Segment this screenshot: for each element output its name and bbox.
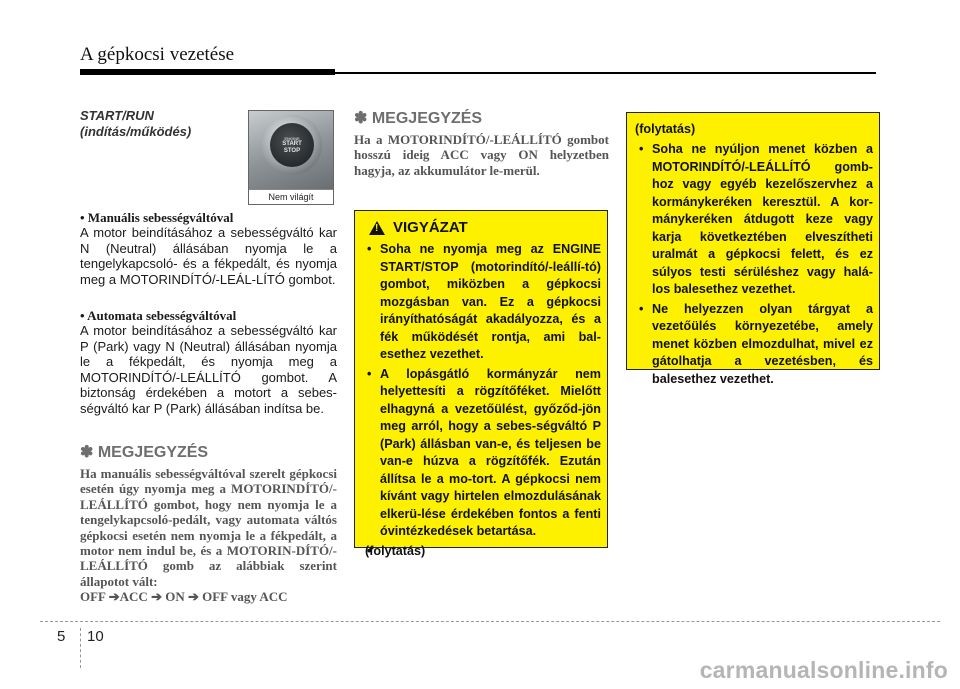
caution-continued: • (folytatás) [365, 543, 601, 561]
button-bezel [262, 115, 322, 175]
button-label-engine: ENGINE [284, 135, 300, 141]
warning-triangle-icon: ! [369, 221, 385, 235]
caution-header [369, 219, 468, 236]
start-run-title: START/RUN [80, 108, 154, 123]
caution-box [354, 210, 608, 558]
continued-title: (folytatás) [635, 122, 696, 136]
note-title-1: ✽ MEGJEGYZÉS [80, 444, 209, 461]
state-sequence: OFF ➔ACC ➔ ON ➔ OFF vagy ACC [80, 589, 288, 605]
image-caption: Nem világít [249, 189, 333, 204]
caution-list [365, 241, 601, 562]
note-text-2: Ha a MOTORINDÍTÓ/-LEÁLLÍTÓ gombot hosszú ideig ACC vagy ON helyzetben hagyja, az akkumulátor le-merül. [354, 132, 609, 178]
note-text-1: Ha manuális sebességváltóval szerelt gépkocsi esetén úgy nyomja meg a MOTORINDÍTÓ/-LEÁLLÍTÓ gombot, hogy nem nyomja le a tengelykapcsoló-pedált, vagy automata váltós gépkocsi esetén nem nyomja le a fékpedált, a motor nem indul be, és a MOTORIN-DÍTÓ/-LEÁLLÍTÓ gomb az alábbiak szerint állapotot vált: [80, 466, 337, 589]
engine-start-button-image [248, 110, 334, 205]
header-rule-thick [80, 69, 335, 75]
header-rule-thin [335, 72, 876, 74]
start-stop-button-icon [270, 123, 314, 167]
button-label-stop: STOP [283, 147, 301, 154]
manual-text: A motor beindításához a sebességváltó kar N (Neutral) állásában nyomja le a tengelykapcsoló- és a fékpedált, és nyomja meg a MOTORINDÍTÓ/-LEÁL-LÍTÓ gombot. [80, 225, 337, 287]
page-number: 10 [87, 628, 104, 645]
note-section-1 [80, 444, 337, 605]
footer-vertical-divider [80, 628, 81, 668]
manual-heading: • Manuális sebességváltóval [80, 210, 234, 225]
note-title-2: ✽ MEGJEGYZÉS [354, 110, 483, 127]
section-number: 5 [57, 628, 66, 645]
column-left [80, 108, 337, 605]
watermark: carmanualsonline.info [699, 657, 948, 683]
manual-section [80, 210, 337, 287]
automatic-section [80, 308, 337, 417]
continued-caution-box [626, 112, 880, 386]
automatic-text: A motor beindításához a sebességváltó kar P (Park) vagy N (Neutral) állásában nyomja le a fékpedált, és nyomja meg a MOTORINDÍTÓ/-LEÁLLÍTÓ gombot. A biztonság érdekében a motort a sebes-ségváltó kar P (Park) állásában indítsa be. [80, 323, 337, 416]
list-item: • Ne helyezzen olyan tárgyat a vezetőülés környezetébe, amely menet közben elmozdulhat, mivel ez gátolhatja a vezetésben, és balesethez vezethet. [637, 301, 873, 389]
list-item: • Soha ne nyúljon menet közben a MOTORINDÍTÓ/-LEÁLLÍTÓ gomb-hoz vagy egyéb kezelőszervhez a kormánykeréken keresztül. A kor-mánykeréken átdugott keze vagy karja következtében elveszítheti uralmát a gépkocsi felett, és ez súlyos testi sérüléshez vagy halá-los balesethez vezethet. [637, 141, 873, 299]
page-header-title: A gépkocsi vezetése [80, 44, 235, 65]
list-item: • Soha ne nyomja meg az ENGINE START/STOP (motorindító/-leállí-tó) gombot, miközben a gépkocsi mozgásban van. Ez a gépkocsi irányíthatóságát akadályozza, és a fék működését rontja, ami bal-esethez vezethet. [365, 241, 601, 364]
caution-title: VIGYÁZAT [393, 219, 468, 236]
continued-list [637, 141, 873, 390]
footer-divider [40, 621, 940, 622]
note-section-2 [354, 110, 609, 178]
start-run-subtitle: (indítás/működés) [80, 124, 192, 139]
list-item: • A lopásgátló kormányzár nem helyettesíti a rögzítőféket. Mielőtt elhagyná a vezetőülést, győződ-jön meg arról, hogy a sebes-ségváltó P (Park) állásban van-e, és teljesen be van-e húzva a rögzítőfék. Ezután állítsa le a mo-tort. A gépkocsi nem kívánt vagy hirtelen elmozdulásának elkerü-lése érdekében fontos a fenti óvintézkedések betartása. [365, 366, 601, 541]
automatic-heading: • Automata sebességváltóval [80, 308, 237, 323]
button-label-start: START [282, 140, 302, 147]
